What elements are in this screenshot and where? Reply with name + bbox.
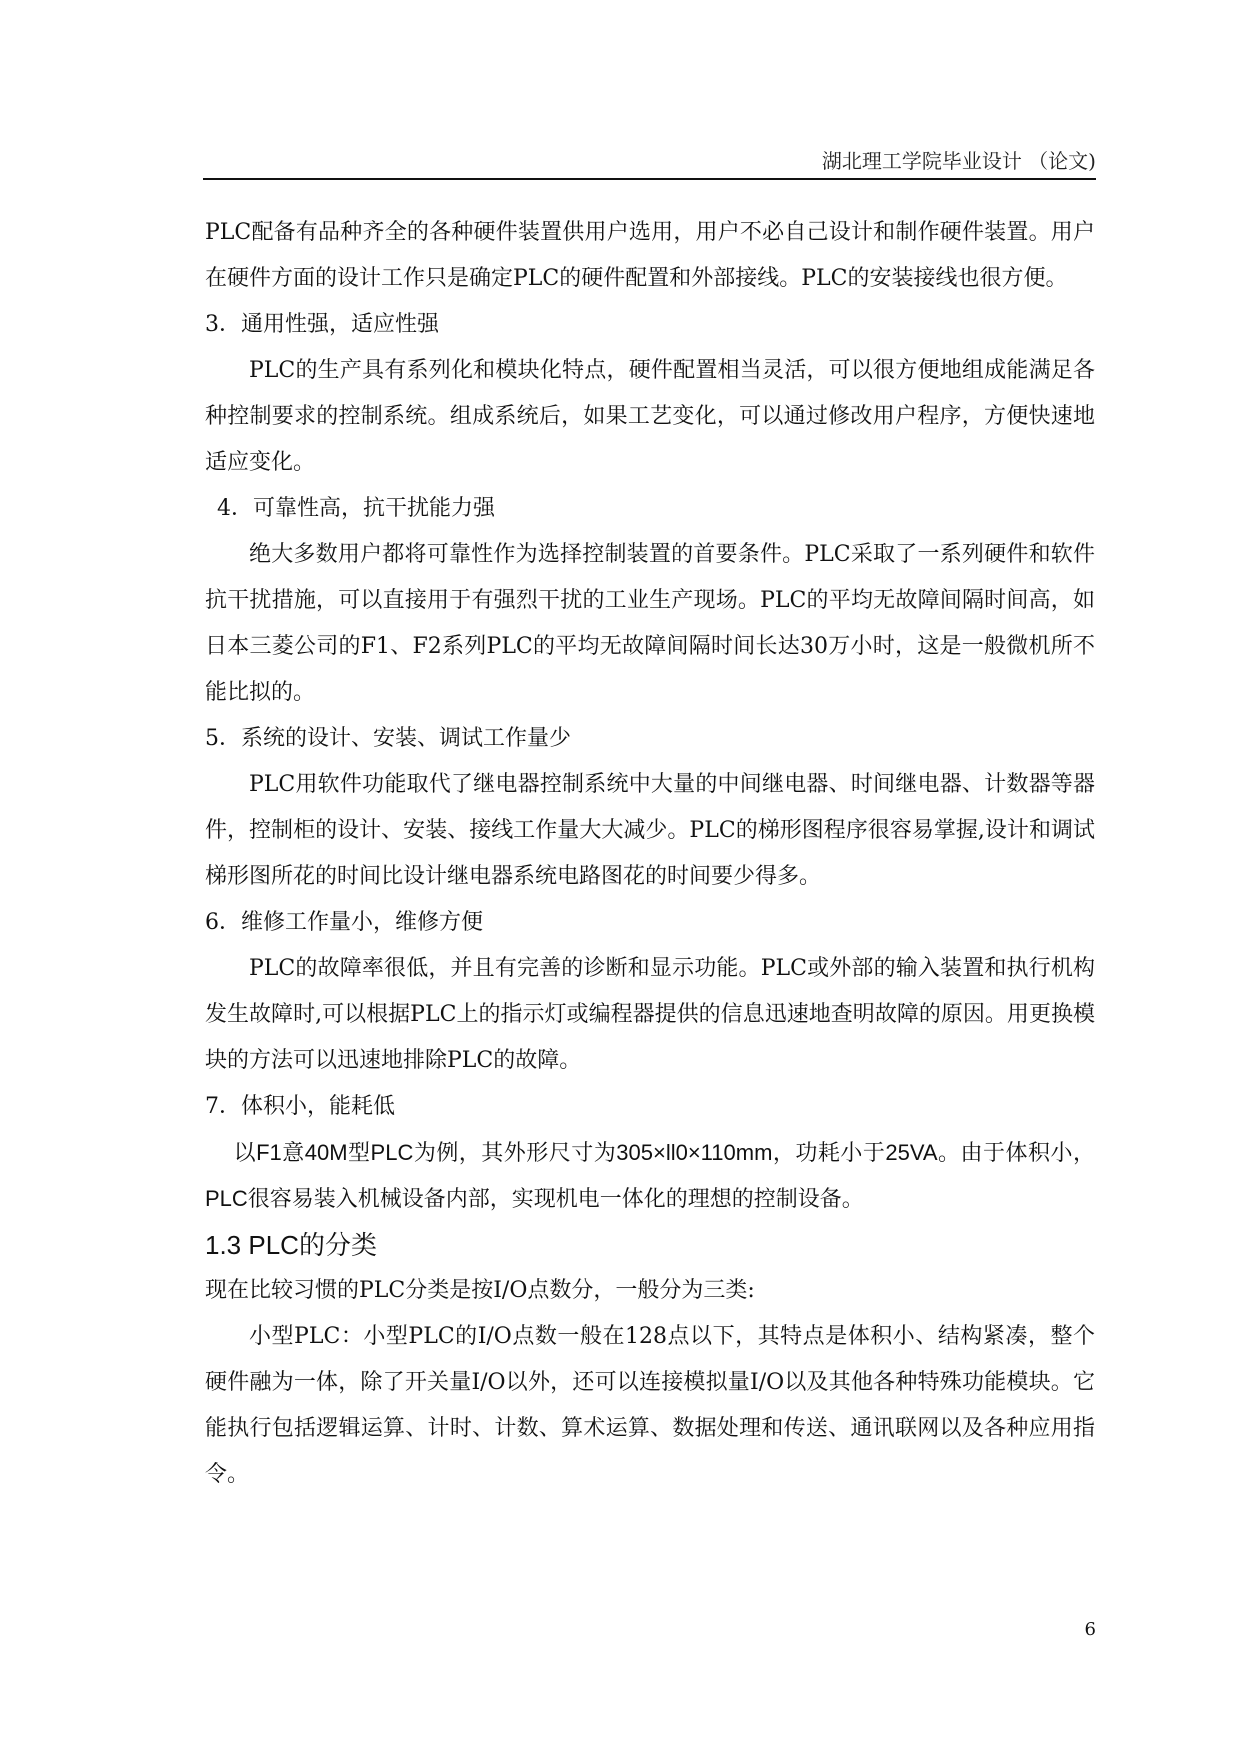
paragraph-small-plc: 小型PLC：小型PLC的I/O点数一般在128点以下，其特点是体积小、结构紧凑，整个硬件融为一体，除了开关量I/O以外，还可以连接模拟量I/O以及其他各种特殊功能模块。它能执行包括逻辑运算、计时、计数、算术运算、数据处理和传送、通讯联网以及各种应用指令。: [205, 1324, 1095, 1487]
page-body: [205, 210, 1095, 1498]
page-number: 6: [1084, 1619, 1096, 1640]
paragraph-design-effort: PLC用软件功能取代了继电器控制系统中大量的中间继电器、时间继电器、计数器等器件，控制柜的设计、安装、接线工作量大大减少。PLC的梯形图程序很容易掌握,设计和调试梯形图所花的时间比设计继电器系统电路图花的时间要少得多。: [205, 772, 1095, 889]
heading-item-5: 5．系统的设计、安装、调试工作量少: [205, 726, 571, 751]
paragraph-reliability: 绝大多数用户都将可靠性作为选择控制装置的首要条件。PLC采取了一系列硬件和软件抗干扰措施，可以直接用于有强烈干扰的工业生产现场。PLC的平均无故障间隔时间高，如日本三菱公司的F1、F2系列PLC的平均无故障间隔时间长达30万小时，这是一般微机所不能比拟的。: [205, 542, 1095, 705]
heading-item-3: 3．通用性强，适应性强: [205, 312, 439, 337]
section-title: 1.3 PLC的分类: [205, 1230, 377, 1260]
paragraph-maintenance: PLC的故障率很低，并且有完善的诊断和显示功能。PLC或外部的输入装置和执行机构发生故障时,可以根据PLC上的指示灯或编程器提供的信息迅速地查明故障的原因。用更换模块的方法可以迅速地排除PLC的故障。: [205, 956, 1095, 1073]
heading-item-6: 6．维修工作量小，维修方便: [205, 910, 483, 935]
paragraph-size-power: 以F1意40M型PLC为例，其外形尺寸为305×ll0×110mm，功耗小于25VA。由于体积小，PLC很容易装入机械设备内部，实现机电一体化的理想的控制设备。: [205, 1140, 1095, 1211]
header-rule: [203, 178, 1096, 180]
running-header: 湖北理工学院毕业设计 （论文): [821, 149, 1096, 173]
paragraph-versatility: PLC的生产具有系列化和模块化特点，硬件配置相当灵活，可以很方便地组成能满足各种控制要求的控制系统。组成系统后，如果工艺变化，可以通过修改用户程序，方便快速地适应变化。: [205, 358, 1095, 475]
heading-item-7: 7．体积小，能耗低: [205, 1094, 395, 1119]
paragraph-hardware: PLC配备有品种齐全的各种硬件装置供用户选用，用户不必自己设计和制作硬件装置。用户在硬件方面的设计工作只是确定PLC的硬件配置和外部接线。PLC的安装接线也很方便。: [205, 220, 1095, 291]
paragraph-classification-intro: 现在比较习惯的PLC分类是按I/O点数分，一般分为三类:: [205, 1278, 755, 1303]
heading-item-4: 4．可靠性高，抗干扰能力强: [217, 496, 495, 521]
